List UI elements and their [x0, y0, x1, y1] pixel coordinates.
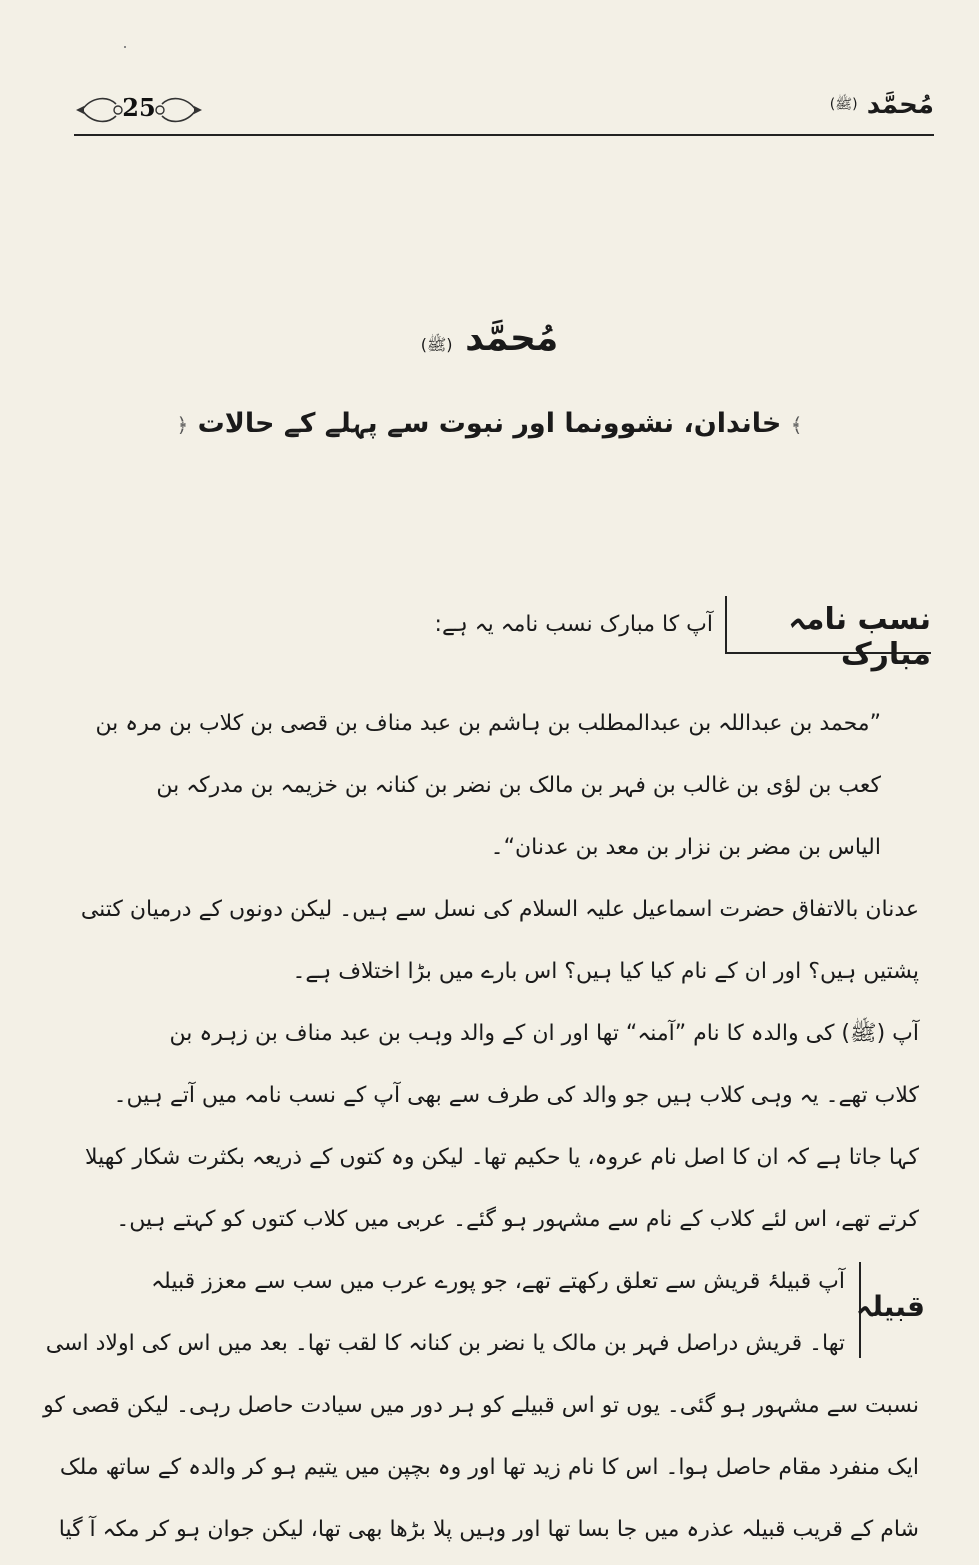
- chapter-title-text: مُحمَّد: [465, 318, 559, 359]
- page-number-ornament: [74, 90, 204, 130]
- genealogy-line: کعب بن لؤی بن غالب بن فہر بن مالک بن نضر بن کنانہ بن خزیمہ بن مدرکہ بن: [156, 773, 881, 798]
- running-title-honorific: (ﷺ): [829, 96, 858, 113]
- body-line: کہا جاتا ہے کہ ان کا اصل نام عروہ، یا حکیم تھا۔ لیکن وہ کتوں کے ذریعہ بکثرت شکار کھیلا: [84, 1145, 919, 1170]
- subtitle-ornament-right: ﴾: [790, 413, 803, 437]
- page-header: [74, 84, 934, 140]
- chapter-subtitle-text: خاندان، نشوونما اور نبوت سے پہلے کے حالات: [197, 408, 782, 439]
- body-line: شام کے قریب قبیلہ عذرہ میں جا بسا تھا اور وہیں پلا بڑھا بھی تھا، لیکن جوان ہو کر مکہ آ گیا: [58, 1517, 919, 1542]
- body-line: کلاب تھے۔ یہ وہی کلاب ہیں جو والد کی طرف سے بھی آپ کے نسب نامہ میں آتے ہیں۔: [113, 1083, 919, 1108]
- body-line: کرتے تھے، اس لئے کلاب کے نام سے مشہور ہو گئے۔ عربی میں کلاب کتوں کو کہتے ہیں۔: [116, 1207, 919, 1232]
- section-label-qabila: قبیلہ: [855, 1290, 925, 1323]
- body-line: ایک منفرد مقام حاصل ہوا۔ اس کا نام زید تھا اور وہ بچپن میں یتیم ہو کر والدہ کے ساتھ ملک: [59, 1455, 919, 1480]
- running-title: [830, 90, 934, 120]
- section-label-nasab: نسب نامہ مبارک: [788, 602, 931, 672]
- page-number: 25: [122, 93, 156, 122]
- header-divider: [74, 134, 934, 136]
- body-line: نسبت سے مشہور ہو گئی۔ یوں تو اس قبیلے کو ہر دور میں سیادت حاصل رہی۔ لیکن قصی کو: [43, 1393, 919, 1418]
- subtitle-ornament-left: ﴿: [176, 413, 189, 437]
- running-title-text: مُحمَّد: [866, 90, 934, 120]
- body-line: عدنان بالاتفاق حضرت اسماعیل علیہ السلام کی نسل سے ہیں۔ لیکن دونوں کے درمیان کتنی: [80, 897, 919, 922]
- section-intro-nasab: آپ کا مبارک نسب نامہ یہ ہے:: [434, 612, 713, 637]
- body-line: آپ قبیلۂ قریش سے تعلق رکھتے تھے، جو پورے عرب میں سب سے معزز قبیلہ: [151, 1269, 845, 1294]
- chapter-title-honorific: (ﷺ): [420, 335, 453, 354]
- genealogy-line: ”محمد بن عبداللہ بن عبدالمطلب بن ہاشم بن عبد مناف بن قصی بن کلاب بن مرہ بن: [95, 711, 881, 736]
- chapter-subtitle: [0, 408, 979, 439]
- genealogy-line: الیاس بن مضر بن نزار بن معد بن عدنان“۔: [490, 835, 881, 860]
- body-line: تھا۔ قریش دراصل فہر بن مالک یا نضر بن کنانہ کا لقب تھا۔ بعد میں اس کی اولاد اسی: [45, 1331, 845, 1356]
- body-line: آپ (ﷺ) کی والدہ کا نام ”آمنہ“ تھا اور ان کے والد وہب بن عبد مناف بن زہرہ بن: [169, 1021, 919, 1046]
- section-label-box-qabila: [855, 1262, 931, 1358]
- body-line: پشتیں ہیں؟ اور ان کے نام کیا کیا ہیں؟ اس بارے میں بڑا اختلاف ہے۔: [292, 959, 919, 984]
- section-label-box-nasab: [725, 596, 931, 672]
- scan-speck: [124, 46, 126, 48]
- chapter-title: [0, 318, 979, 359]
